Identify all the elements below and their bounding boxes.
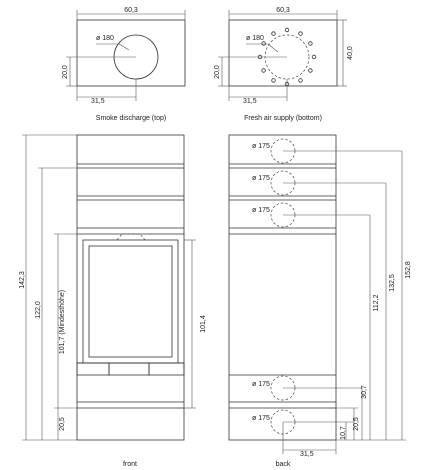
back-port-label-1: ø 175 (252, 143, 270, 150)
back-view (229, 135, 412, 468)
bottom-side-label: 31,5 (243, 98, 257, 105)
bottom-offset-label: 20,0 (214, 65, 221, 79)
back-total-label: 152,8 (405, 261, 412, 279)
bottom-width-label: 60,3 (276, 7, 290, 14)
front-door-label: 101,4 (200, 315, 207, 333)
front-view-caption: front (122, 461, 138, 468)
control-slot-right (149, 363, 184, 375)
bolt-hole (309, 69, 313, 73)
back-port-label-5: ø 175 (252, 415, 270, 422)
top-hole-label: ø 180 (96, 35, 114, 42)
top-view-outline (77, 20, 185, 86)
top-view-caption: Smoke discharge (top) (95, 115, 167, 122)
bolt-hole (285, 28, 289, 32)
bottom-view-caption: Fresh air supply (bottom) (244, 115, 322, 122)
bottom-view-outline (229, 20, 337, 86)
back-port-label-2: ø 175 (252, 175, 270, 182)
front-total-label: 142,3 (19, 271, 26, 289)
top-width-label: 60,3 (124, 7, 138, 14)
bolt-hole (309, 42, 313, 46)
front-d3-label: 101,7 (Mindesthöhe) (59, 289, 66, 355)
door-glass (89, 246, 172, 357)
door-frame (83, 240, 178, 363)
back-view-caption: back (275, 461, 291, 468)
back-port-label-4: ø 175 (252, 381, 270, 388)
front-base-label: 20,5 (59, 417, 66, 431)
bolt-hole (262, 69, 266, 73)
bolt-hole (299, 79, 303, 83)
bolt-hole (272, 79, 276, 83)
back-port-label-3: ø 175 (252, 207, 270, 214)
back-side-label: 31,5 (300, 451, 314, 458)
top-view (62, 7, 185, 122)
control-slot-middle (109, 363, 149, 375)
control-slot-left (77, 363, 109, 375)
back-d6-label: 10,7 (340, 426, 347, 440)
back-d3-label: 112,2 (373, 294, 380, 312)
front-body-outline (77, 135, 184, 440)
bottom-hole-label: ø 180 (246, 35, 264, 42)
top-side-label: 31,5 (91, 98, 105, 105)
bottom-depth-label: 40,0 (347, 46, 354, 60)
back-d5-label: 20,5 (353, 417, 360, 431)
back-d4-label: 30,7 (361, 385, 368, 399)
top-depth-label: 20,0 (62, 65, 69, 79)
front-view (19, 135, 207, 468)
bolt-hole (272, 32, 276, 36)
front-d2-label: 122,0 (35, 301, 42, 319)
door-top-notch (117, 234, 145, 240)
bolt-hole (299, 32, 303, 36)
bolt-hole (262, 42, 266, 46)
back-d2-label: 132,5 (389, 274, 396, 292)
bottom-view (214, 7, 354, 122)
back-body-outline (229, 135, 336, 440)
bolt-hole (312, 55, 316, 59)
